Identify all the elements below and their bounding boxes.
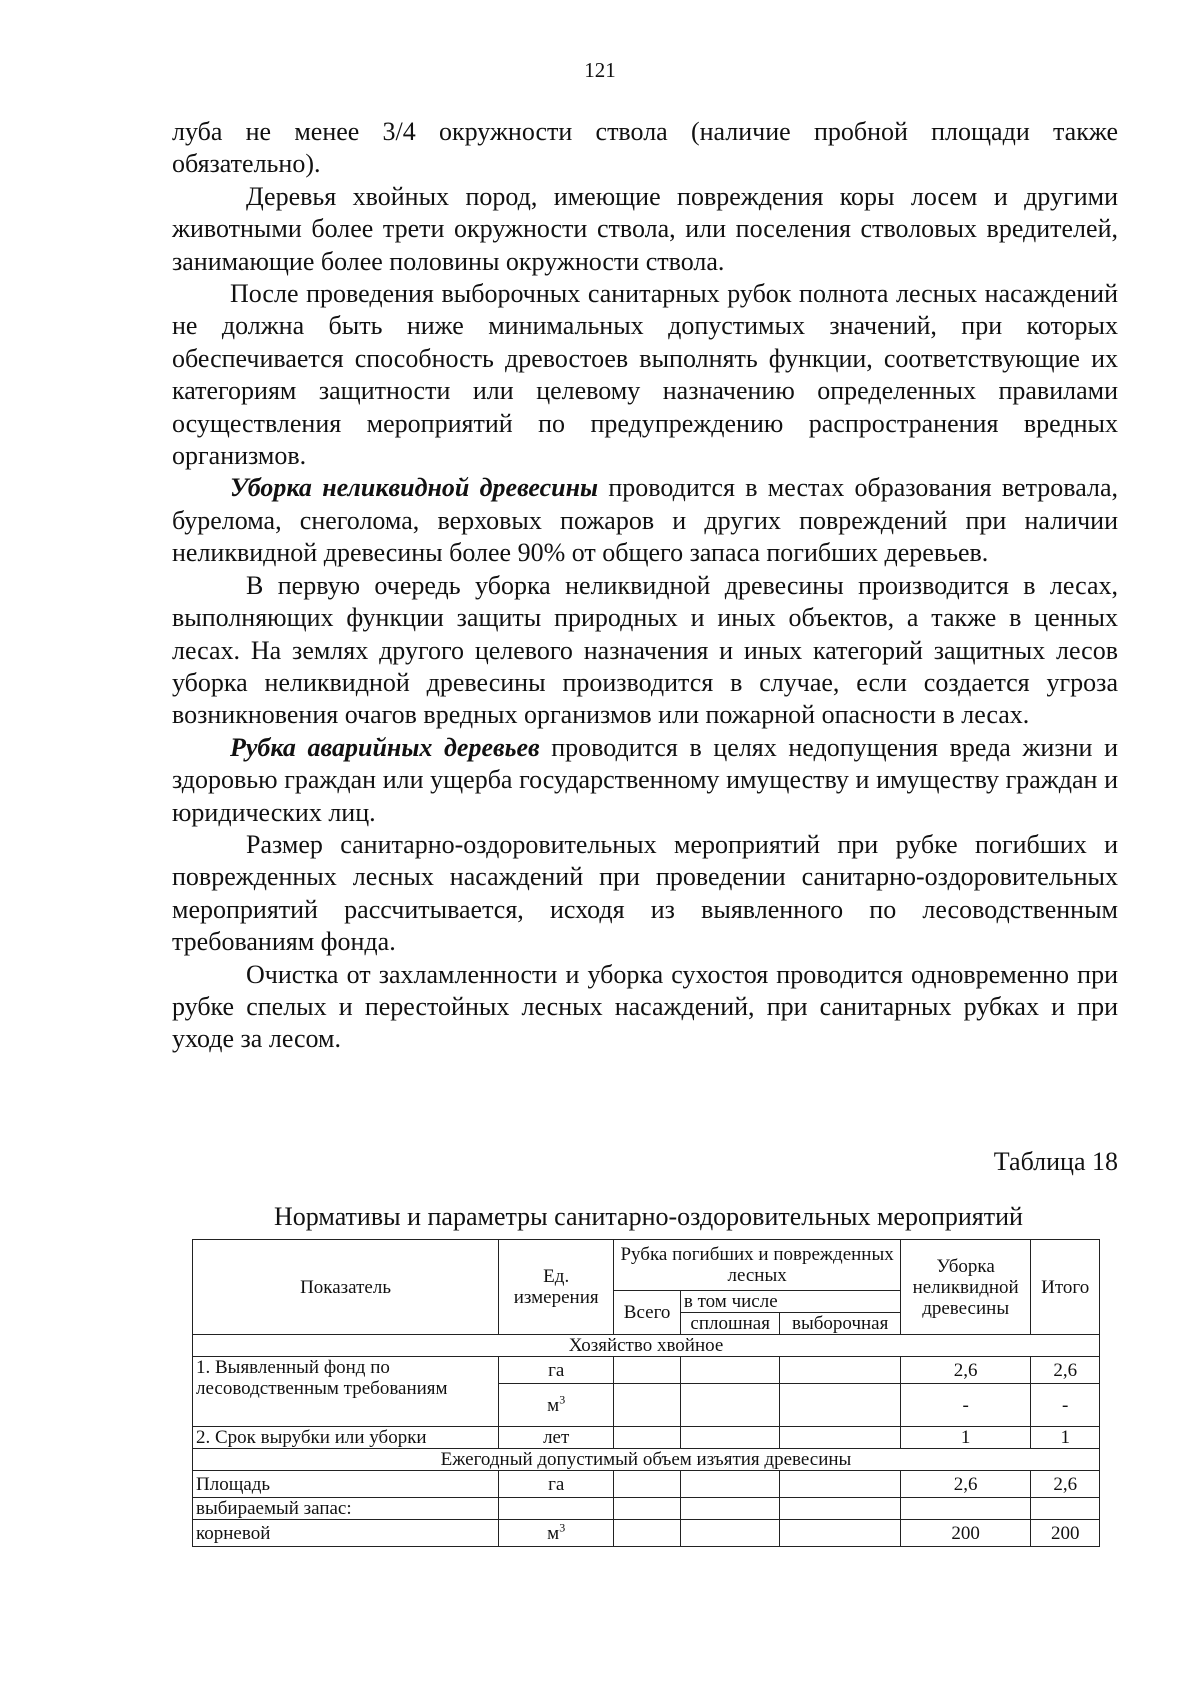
row-unit: лет [499,1427,614,1449]
header-including: в том числе [680,1291,900,1313]
row-cleanup: 2,6 [900,1357,1030,1384]
row-sum: 2,6 [1031,1471,1100,1498]
paragraph: Очистка от захламленности и уборка сухостоя проводится одновременно при рубке спелых и перестойных лесных насаждений, при санитарных рубках и при уходе за лесом. [172,959,1118,1054]
header-unit: Ед. измерения [499,1240,614,1335]
row-cleanup: 1 [900,1427,1030,1449]
header-sum: Итого [1031,1240,1100,1335]
row-unit: $м^3$ [499,1520,614,1547]
row-unit: га [499,1471,614,1498]
paragraph: После проведения выборочных санитарных рубок полнота лесных насаждений не должна быть ниже минимальных допустимых значений, при которых обеспечивается способность древостоев выполнять функции, соответствующие их категориям защитности или целевому назначению определенных правилами осуществления мероприятий по предупреждению распространения вредных организмов. [172,279,1118,471]
emphasized-term: Уборка неликвидной древесины [230,473,599,503]
paragraph [172,472,1118,569]
paragraph: луба не менее 3/4 окружности ствола (наличие пробной площади также обязательно). [172,117,1118,179]
table-title: Нормативы и параметры санитарно-оздоровительных мероприятий [274,1202,1023,1231]
row-sum: 2,6 [1031,1357,1100,1384]
paragraph: В первую очередь уборка неликвидной древесины производится в лесах, выполняющих функции защиты природных и иных объектов, а также в ценных лесах. На землях другого целевого назначения и иных категорий защитных лесов уборка неликвидной древесины производится в случае, если создается угроза возникновения очагов вредных организмов или пожарной опасности в лесах. [172,570,1118,730]
table-row [193,1471,1100,1498]
row-cleanup: 2,6 [900,1471,1030,1498]
paragraph [172,732,1118,829]
header-selective: выборочная [780,1313,900,1335]
section-row: Хозяйство хвойное [193,1335,1100,1357]
header-felling: Рубка погибших и поврежденных лесных [614,1240,901,1291]
table-row [193,1498,1100,1520]
table-caption: Таблица 18 [993,1147,1118,1176]
section-row: Ежегодный допустимый объем изъятия древесины [193,1449,1100,1471]
header-cleanup: Уборка неликвидной древесины [900,1240,1030,1335]
paragraph-text: проводится в целях недопущения вреда жизни и здоровью граждан или ущерба государственному имуществу и имуществу граждан и юридических лиц. [172,732,1118,827]
row-label: 2. Срок вырубки или уборки [193,1427,499,1449]
row-unit: $м^3$ [499,1384,614,1427]
page-number: 121 [584,58,616,82]
row-sum: - [1031,1384,1100,1427]
table-row [193,1520,1100,1547]
row-label: корневой [193,1520,499,1547]
header-indicator: Показатель [193,1240,499,1335]
row-sum: 1 [1031,1427,1100,1449]
row-cleanup: 200 [900,1520,1030,1547]
row-label: выбираемый запас: [193,1498,499,1520]
emphasized-term: Рубка аварийных деревьев [230,732,540,762]
paragraph: Деревья хвойных пород, имеющие повреждения коры лосем и другими животными более трети окружности ствола, или поселения стволовых вредителей, занимающие более половины окружности ствола. [172,181,1118,276]
row-cleanup: - [900,1384,1030,1427]
row-label: Площадь [193,1471,499,1498]
table-row [193,1357,1100,1384]
header-total: Всего [614,1291,681,1335]
header-clear: сплошная [680,1313,780,1335]
paragraph-text: проводится в местах образования ветровала, бурелома, снеголома, верховых пожаров и других повреждений при наличии неликвидной древесины более 90% от общего запаса погибших деревьев. [172,473,1118,568]
table-row [193,1427,1100,1449]
row-label: 1. Выявленный фонд по лесоводственным требованиям [193,1357,499,1427]
row-sum: 200 [1031,1520,1100,1547]
row-unit: га [499,1357,614,1384]
norms-table [192,1239,1100,1547]
body-text [172,116,1118,1056]
paragraph: Размер санитарно-оздоровительных мероприятий при рубке погибших и поврежденных лесных насаждений при проведении санитарно-оздоровительных мероприятий рассчитывается, исходя из выявленного по лесоводственным требованиям фонда. [172,829,1118,957]
